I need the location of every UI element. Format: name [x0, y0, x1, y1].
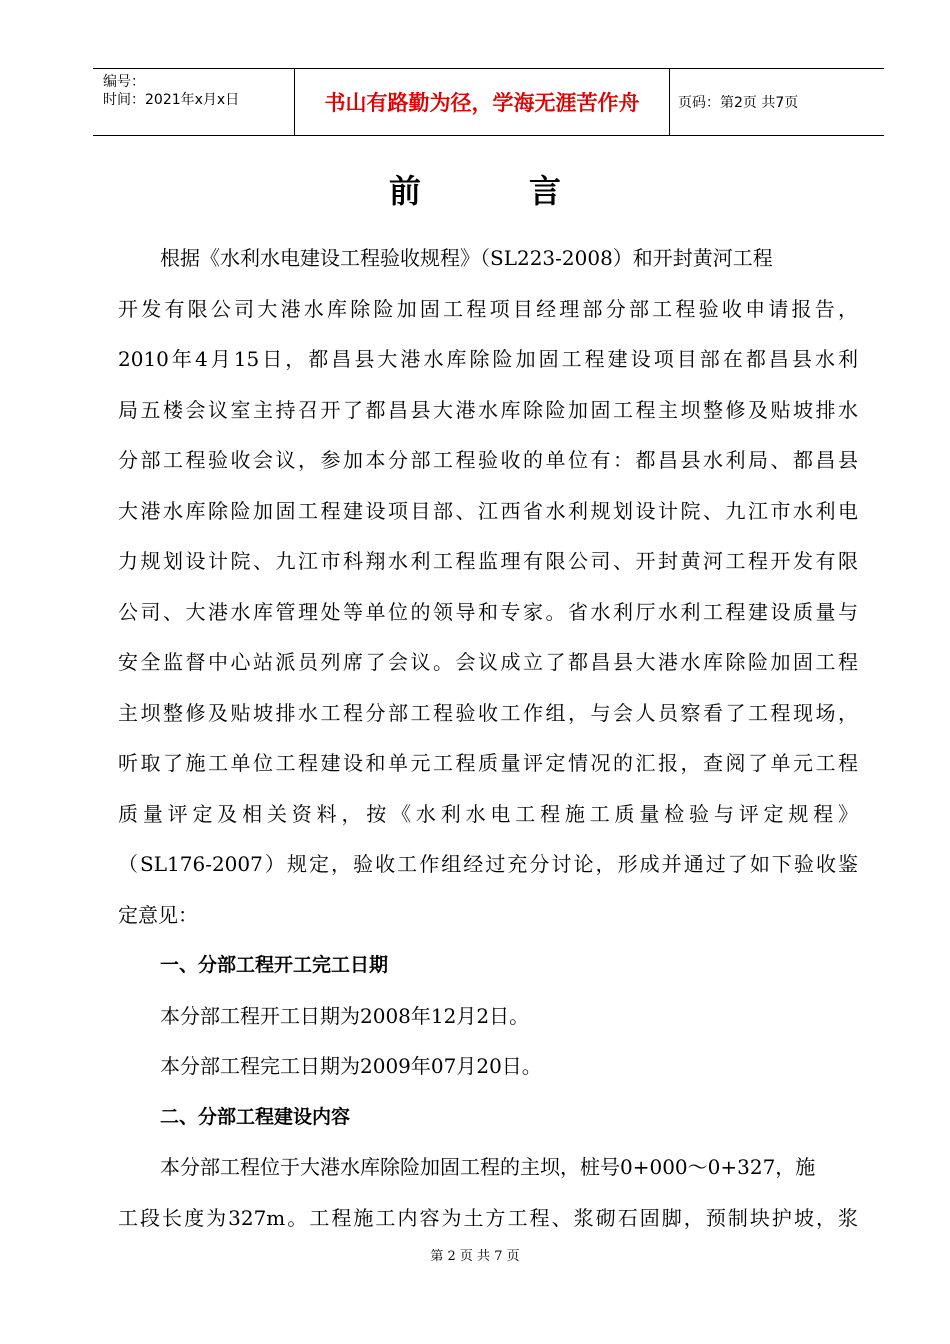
paragraph-line: 公司、大港水库管理处等单位的领导和专家。省水利厅水利工程建设质量与	[118, 599, 858, 624]
paragraph-line: 工段长度为327m。工程施工内容为土方工程、浆砌石固脚，预制块护坡，浆	[118, 1205, 858, 1230]
paragraph-line: （SL176-2007）规定，验收工作组经过充分讨论，形成并通过了如下验收鉴	[118, 852, 858, 876]
paragraph-line: 主坝整修及贴坡排水工程分部工程验收工作组，与会人员察看了工程现场，	[118, 700, 858, 725]
header-page-info: 页码：第2页 共7页	[678, 95, 799, 111]
section-heading: 二、分部工程建设内容	[160, 1105, 351, 1128]
page-footer: 第 2 页 共 7 页	[430, 1249, 520, 1264]
paragraph-line: 分部工程验收会议，参加本分部工程验收的单位有：都昌县水利局、都昌县	[118, 448, 858, 472]
paragraph-line: 质量评定及相关资料，按《水利水电工程施工质量检验与评定规程》	[118, 801, 858, 826]
page-header	[93, 68, 884, 136]
paragraph-line: 根据《水利水电建设工程验收规程》（SL223-2008）和开封黄河工程	[160, 246, 773, 270]
paragraph-line: 力规划设计院、九江市科翔水利工程监理有限公司、开封黄河工程开发有限	[118, 549, 858, 573]
paragraph-line: 局五楼会议室主持召开了都昌县大港水库除险加固工程主坝整修及贴坡排水	[118, 397, 858, 422]
paragraph-line: 听取了施工单位工程建设和单元工程质量评定情况的汇报，查阅了单元工程	[118, 751, 858, 775]
paragraph-line: 安全监督中心站派员列席了会议。会议成立了都昌县大港水库除险加固工程	[118, 650, 858, 674]
paragraph-line: 大港水库除险加固工程建设项目部、江西省水利规划设计院、九江市水利电	[118, 498, 858, 523]
paragraph-line: 本分部工程位于大港水库除险加固工程的主坝，桩号0+000～0+327，施	[160, 1155, 816, 1179]
time-label: 时间：2021年x月x日	[103, 92, 240, 108]
section-heading: 一、分部工程开工完工日期	[160, 954, 389, 976]
page-title: 前言	[388, 172, 669, 210]
header-motto: 书山有路勤为径，学海无涯苦作舟	[295, 69, 670, 135]
start-date-line: 本分部工程开工日期为2008年12月2日。	[160, 1003, 530, 1028]
paragraph-line: 开发有限公司大港水库除险加固工程项目经理部分部工程验收申请报告，	[118, 296, 858, 321]
paragraph-line: 定意见：	[118, 902, 198, 927]
number-label: 编号：	[103, 74, 145, 90]
end-date-line: 本分部工程完工日期为2009年07月20日。	[160, 1054, 542, 1078]
header-meta	[93, 69, 295, 135]
paragraph-line: 2010年4月15日，都昌县大港水库除险加固工程建设项目部在都昌县水利	[118, 347, 858, 371]
document-body	[118, 233, 858, 1243]
